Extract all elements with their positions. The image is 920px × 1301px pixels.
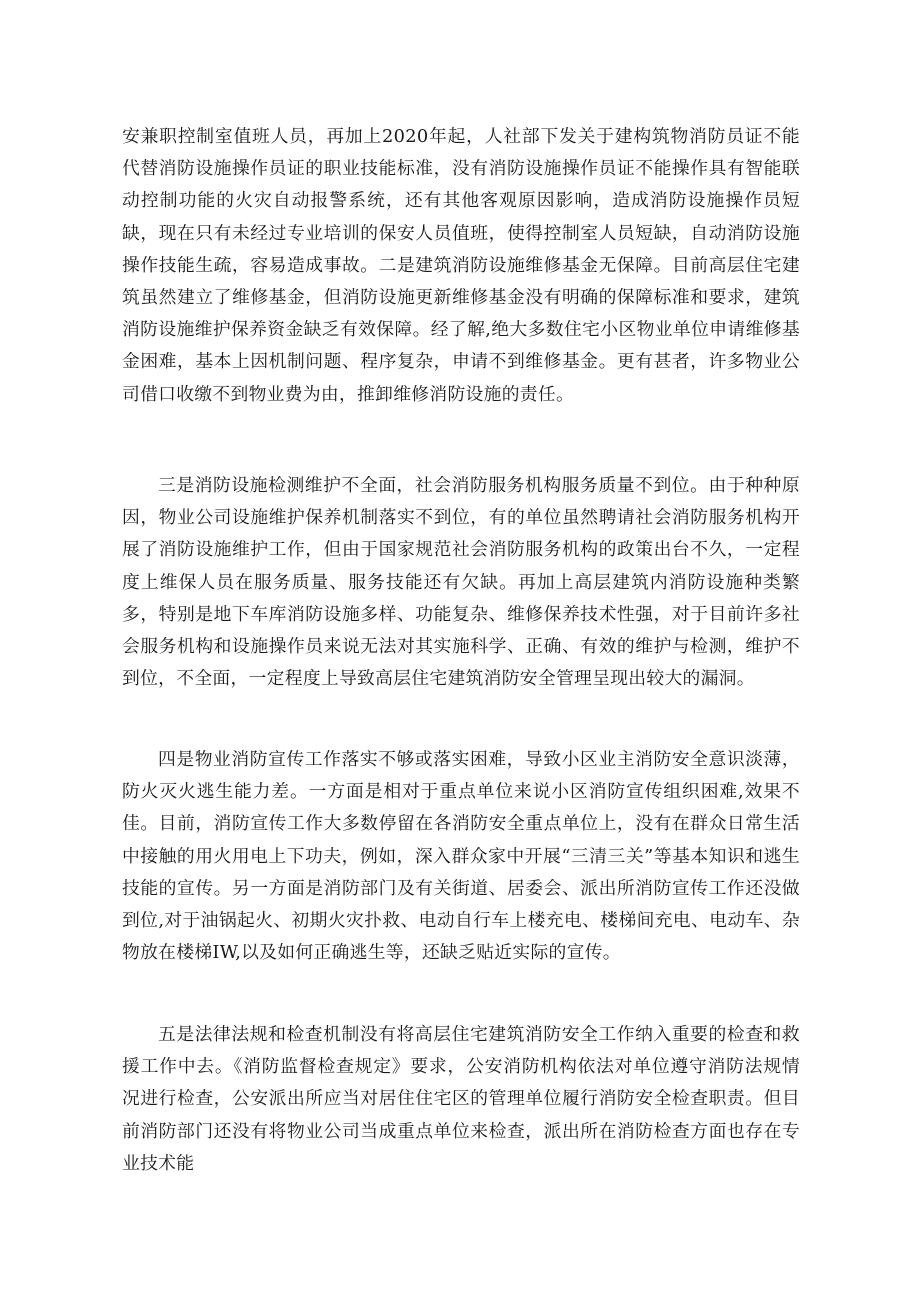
- paragraph-fire-publicity: 四是物业消防宣传工作落实不够或落实困难，导致小区业主消防安全意识淡薄，防火灭火逃生能力差。一方面是相对于重点单位来说小区消防宣传组织困难,效果不佳。目前，消防宣传工作大多数停留在各消防安全重点单位上，没有在群众日常生活中接触的用火用电上下功夫，例如，深入群众家中开展“三清三关”等基本知识和逃生技能的宣传。另一方面是消防部门及有关街道、居委会、派出所消防宣传工作还没做到位,对于油锅起火、初期火灾扑救、电动自行车上楼充电、楼梯间充电、电动车、杂物放在楼梯IW,以及如何正确逃生等，还缺乏贴近实际的宣传。: [122, 749, 800, 964]
- paragraph-maintenance-services: 三是消防设施检测维护不全面，社会消防服务机构服务质量不到位。由于种种原因，物业公司设施维护保养机制落实不到位，有的单位虽然聘请社会消防服务机构开展了消防设施维护工作，但由于国家规范社会消防服务机构的政策出台不久，一定程度上维保人员在服务质量、服务技能还有欠缺。再加上高层建筑内消防设施种类繁多，特别是地下车库消防设施多样、功能复杂、维修保养技术性强，对于目前许多社会服务机构和设施操作员来说无法对其实施科学、正确、有效的维护与检测，维护不到位，不全面，一定程度上导致高层住宅建筑消防安全管理呈现出较大的漏洞。: [122, 475, 800, 690]
- paragraph-staffing-and-funds: 安兼职控制室值班人员，再加上2020年起，人社部下发关于建构筑物消防员证不能代替消防设施操作员证的职业技能标准，没有消防设施操作员证不能操作具有智能联动控制功能的火灾自动报警系统，还有其他客观原因影响，造成消防设施操作员短缺，现在只有未经过专业培训的保安人员值班，使得控制室人员短缺，自动消防设施操作技能生疏，容易造成事故。二是建筑消防设施维修基金无保障。目前高层住宅建筑虽然建立了维修基金，但消防设施更新维修基金没有明确的保障标准和要求，建筑消防设施维护保养资金缺乏有效保障。经了解,绝大多数住宅小区物业单位申请维修基金困难，基本上因机制问题、程序复杂，申请不到维修基金。更有甚者，许多物业公司借口收缴不到物业费为由，推卸维修消防设施的责任。: [122, 126, 800, 405]
- paragraph-laws-and-inspection: 五是法律法规和检查机制没有将高层住宅建筑消防安全工作纳入重要的检查和救援工作中去。《消防监督检查规定》要求，公安消防机构依法对单位遵守消防法规情况进行检查，公安派出所应当对居住住宅区的管理单位履行消防安全检查职责。但目前消防部门还没有将物业公司当成重点单位来检查，派出所在消防检查方面也存在专业技术能: [122, 1024, 800, 1174]
